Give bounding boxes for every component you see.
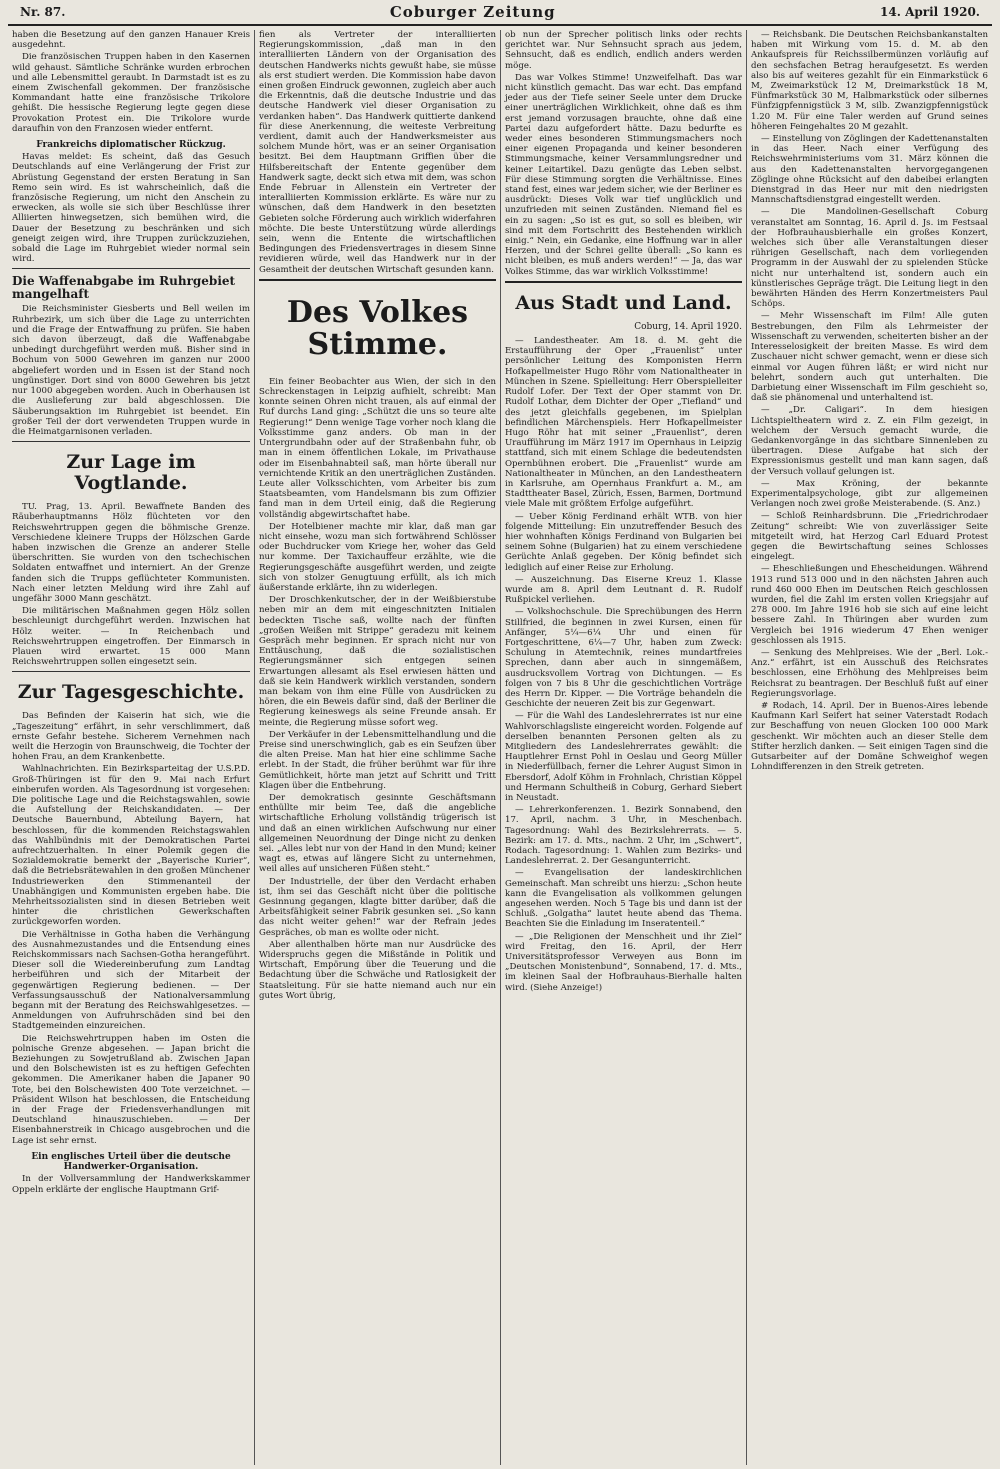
column-1 (8, 30, 254, 1465)
article-paragraph: haben die Besetzung auf den ganzen Hanauer Kreis ausgedehnt. (12, 30, 250, 51)
article-paragraph: — Volkshochschule. Die Sprechübungen des Herrn Stillfried, die beginnen in zwei Kursen, einen für Anfänger, 5¼—6¼ Uhr und einen für Fortgeschrittene, 6¼—7 Uhr, haben zum Zweck: Schulung in Atemtechnik, reines mundartfreies Sprechen, dann aber auch in sinngemäßem, ausdrucksvollem Vortrag von Dichtungen. — Es folgen von 7 bis 8 Uhr die geschichtlichen Vorträge des Herrn Dr. Kipper. — Die Vorträge behandeln die Geschichte der neueren Zeit bis zur Gegenwart. (505, 607, 742, 710)
headline-englisches-urteil: Ein englisches Urteil über die deutsche Handwerker-Organisation. (31, 1151, 231, 1173)
article-paragraph: # Rodach, 14. April. Der in Buenos-Aires lebende Kaufmann Karl Seifert hat seiner Vaterstadt Rodach zur Beschaffung von neuen Glocken 100 000 Mark geschenkt. Wir möchten auch an dieser Stelle dem Stifter herzlich danken. — Seit einigen Tagen sind die Gutsarbeiter auf der Domäne Schweighof wegen Lohndifferenzen in den Streik getreten. (751, 701, 988, 773)
article-paragraph: Aber allenthalben hörte man nur Ausdrücke des Widerspruchs gegen die Mißstände in Politik und Wirtschaft, Empörung über die Teuerung und die Bedachtung über die Schwäche und Ratlosigkeit der Staatsleitung. Für sie hatte niemand auch nur ein gutes Wort übrig, (259, 939, 496, 1001)
article-paragraph: Der Industrielle, der über den Verdacht erhaben ist, ihm sei das Geschäft nicht über die politische Gesinnung gegangen, klagte bitter darüber, daß die Arbeitsfähigkeit seiner Fabrik gesunken sei. „So kann das nicht weiter gehen!“ war der Refrain jedes Gespräches, ob man es wollte oder nicht. (259, 876, 496, 938)
issue-date: 14. April 1920. (880, 5, 980, 19)
article-paragraph: — Ueber König Ferdinand erhält WTB. von hier folgende Mitteilung: Ein unzutreffender Besuch des hier wohnhaften Königs Ferdinand von Bulgarien bei seinem Sohne (Bulgarien) hat zu einem verschiedene Gerüchte Anlaß gegeben. Der König befindet sich lediglich auf einer Reise zur Erholung. (505, 511, 742, 573)
article-paragraph: Die Reichswehrtruppen haben im Osten die polnische Grenze abgesehen. — Japan bricht die Beziehungen zu Sowjetrußland ab. Zwischen Japan und den Bolschewisten ist es zu heftigen Gefechten gekommen. Die Amerikaner haben die Japaner 90 Tote, bei den Bolschewisten 400 Tote verzeichnet. — Präsident Wilson hat beschlossen, die Entscheidung in der Frage der Friedensverhandlungen mit Deutschland hinauszuschieben. — Der Eisenbahnerstreik in Chicago ausgebrochen und die Lage ist sehr ernst. (12, 1033, 250, 1146)
column-2 (254, 30, 500, 1465)
article-paragraph: — Max Kröning, der bekannte Experimentalpsychologe, gibt zur allgemeinen Verlangen noch zwei große Meisterabende. (S. Anz.) (751, 478, 988, 510)
article-paragraph: Ein feiner Beobachter aus Wien, der sich in den Schreckenstagen in Leipzig aufhielt, schreibt: Man konnte seinen Ohren nicht trauen, als auf einmal der Ruf durchs Land ging: „Schützt die uns so teure alte Regierung!“ Denn wenige Tage vorher noch klang die Volksstimme ganz anders. Ob man in der Untergrundbahn oder auf der Straßenbahn fuhr, ob man in einem öffentlichen Lokale, im Privathause oder im Eisenbahnabteil saß, man hörte überall nur vernichtende Kritik an den unerträglichen Zuständen. Leute aller Volksschichten, vom Arbeiter bis zum Staatsbeamten, vom Handelsmann bis zum Offizier fand man in dem Urteil einig, daß die Regierung vollständig abgewirtschaftet habe. (259, 376, 496, 520)
article-paragraph: — „Dr. Caligari“. In dem hiesigen Lichtspieltheatern wird z. Z. ein Film gezeigt, in welchem der Versuch gemacht wurde, die Gedankenvorgänge in das sichtbare Sinnenleben zu übertragen. Diese Aufgabe hat sich der Expressionismus gestellt und man kann sagen, daß der Versuch vollauf gelungen ist. (751, 405, 988, 477)
article-paragraph: Der Droschkenkutscher, der in der Weißbierstube neben mir an dem mit eingeschnitzten Initialen bedeckten Tische saß, wollte nach der fünften „großen Weißen mit Strippe“ geradezu mit keinem Gespräch mehr beginnen. Er sprach nicht nur von Enttäuschung, daß die sozialistischen Regierungsmänner sich entgegen seinen Erwartungen allesamt als Esel erwiesen hätten und daß sie kein Handwerk wirklich verstanden, sondern man bekam von ihm eine Fülle von Ausdrücken zu hören, die ein Beweis dafür sind, daß der Berliner die Regierung keineswegs als seine Freunde ansah. Er meinte, die Regierung müsse sofort weg. (259, 595, 496, 728)
article-paragraph: Die Verhältnisse in Gotha haben die Verhängung des Ausnahmezustandes und die Entsendung eines Reichskommissars nach Sachsen-Gotha herangeführt. Dieser soll die Wiedereinberufung zum Landtag herbeiführen und sich der Mitarbeit der gegenwärtigen Regierung bedienen. — Der Verfassungsausschuß der Nationalversammlung begann mit der Beratung des Reichswahlgesetzes. — Anmeldungen von Aufruhrschäden sind bei den Stadtgemeinden einzureichen. (12, 929, 250, 1032)
masthead (8, 0, 992, 26)
article-paragraph: Der Verkäufer in der Lebensmittelhandlung und die Preise sind unerschwinglich, gab es ein Seufzen über die alten Preise. Man hat hier eine schlimme Sache erlebt. In der Stadt, die früher berühmt war für ihre Gemütlichkeit, hörte man jetzt auf Schritt und Tritt Klagen über die Entbehrung. (259, 729, 496, 791)
headline-tagesgeschichte: Zur Tagesgeschichte. (17, 681, 245, 704)
article-paragraph: — Für die Wahl des Landeslehrerrates ist nur eine Wahlvorschlagsliste eingereicht worden. Folgende auf derselben benannten Personen gelten als zu Mitgliedern des Landeslehrerrates gewählt: die Hauptlehrer Ernst Pohl in Oeslau und Georg Müller in Niederfüllbach, ferner die Lehrer August Simon in Ebersdorf, Adolf Köhm in Frohnlach, Christian Köppel und Hermann Schultheiß in Coburg, Gerhard Siebert in Neustadt. (505, 711, 742, 804)
article-paragraph: Die Reichsminister Giesberts und Bell weilen im Ruhrbezirk, um sich über die Lage zu unterrichten und die Frage der Entwaffnung zu prüfen. Sie haben sich davon überzeugt, daß die Waffenabgabe unbedingt durchgeführt werden muß. Bisher sind in Bochum von 5000 Gewehren im ganzen nur 2000 abgeliefert worden und in Essen ist der Stand noch ungünstiger. Dort sind von 8000 Gewehren bis jetzt nur 1000 abgegeben worden. Auch in Oberhausen ist die Auslieferung zur bald abgeschlossen. Die Säuberungsaktion im Ruhrgebiet ist beendet. Ein großer Teil der dort verwendeten Truppen wurde in die Heimatgarnisonen verladen. (12, 304, 250, 437)
text-columns (8, 30, 992, 1465)
issue-number: Nr. 87. (20, 5, 66, 19)
article-paragraph: — Lehrerkonferenzen. 1. Bezirk Sonnabend, den 17. April, nachm. 3 Uhr, in Meschenbach. Tagesordnung: Wahl des Bezirkslehrerrats. — 5. Bezirk: am 17. d. Mts., nachm. 2 Uhr, im „Schwert“, Rodach. Tagesordnung: 1. Wahlen zum Bezirks- und Landeslehrerrat. 2. Der Gesangunterricht. (505, 805, 742, 867)
column-3 (500, 30, 746, 1465)
divider (12, 268, 250, 269)
article-paragraph: Der Hotelbiener machte mir klar, daß man gar nicht einsehe, wozu man sich fortwährend Schlösser oder Buchdrucker vom Kriege her, woher das Geld nur komme. Der Taxichauffeur erzählte, wie die Regierungsgeschäfte ausgeführt werden, und zeigte sich von stolzer Genugtuung erfüllt, als ich mich äußerstande erklärte, ihn zu widerlegen. (259, 521, 496, 593)
divider (259, 279, 496, 281)
article-paragraph: Wahlnachrichten. Ein Bezirksparteitag der U.S.P.D. Groß-Thüringen ist für den 9. Mai nach Erfurt einberufen worden. Als Tagesordnung ist vorgesehen: Die politische Lage und die Reichstagswahlen, sowie die Aufstellung der Reichskandidaten. — Der Deutsche Bauernbund, Abteilung Bayern, hat beschlossen, für die kommenden Reichstagswahlen das Wahlbündnis mit der Demokratischen Partei aufrechtzuerhalten. In einer Polemik gegen die Sozialdemokratie bemerkt der „Bayerische Kurier“, daß die Betriebsrätewahlen in den großen Münchener Industriewerken den Stimmenanteil der Unabhängigen und Kommunisten ergeben habe. Die Mehrheitssozialisten sind in diesen Betrieben weit hinter die christlichen Gewerkschaften zurückgeworfen worden. (12, 764, 250, 928)
article-paragraph: In der Vollversammlung der Handwerkskammer Oppeln erklärte der englische Hauptmann Grif- (12, 1174, 250, 1195)
article-paragraph: — Einstellung von Zöglingen der Kadettenanstalten in das Heer. Nach einer Verfügung des Reichswehrministeriums vom 31. März können die aus den Kadettenanstalten hervorgegangenen Zöglinge ohne Rücksicht auf den dabeibei erlangten Dienstgrad in das Heer nur mit den niedrigsten Mannschaftsdienstgrad eingestellt werden. (751, 134, 988, 206)
article-paragraph: — Mehr Wissenschaft im Film! Alle guten Bestrebungen, den Film als Lehrmeister der Wissenschaft zu verwenden, scheiterten bisher an der Interesselosigkeit der breiten Masse. Es wird dem Zuschauer nicht schwer gemacht, wenn er diese sich einmal vor Augen führen läßt; er wird nicht nur belehrt, sondern auch gut unterhalten. Die Darbietung einer Wissenschaft im Film geschieht so, daß sie phänomenal und unterhaltend ist. (751, 311, 988, 404)
article-paragraph: — Reichsbank. Die Deutschen Reichsbankanstalten haben mit Wirkung vom 15. d. M. ab den Ankaufspreis für Reichssilbermünzen vorläufig auf den sechsfachen Betrag heraufgesetzt. Es werden also bis auf weiteres gezahlt für ein Einmarkstück 6 M, Zweimarkstück 12 M, Dreimarkstück 18 M, Fünfmarkstück 30 M, Halbmarkstück oder silbernes Fünfzigpfennigstück 3 M, silb. Zwanzigpfennigstück 1.20 M. Für eine Taler werden auf Grund seines höheren Feingehaltes 20 M gezahlt. (751, 30, 988, 132)
article-paragraph: — Schloß Reinhardsbrunn. Die „Friedrichrodaer Zeitung“ schreibt: Wie von zuverlässiger Seite mitgeteilt wird, hat Herzog Carl Eduard Protest gegen die Bewirtschaftung seines Schlosses eingelegt. (751, 511, 988, 563)
headline-waffenabgabe: Die Waffenabgabe im Ruhrgebiet mangelhaft (12, 274, 236, 302)
article-paragraph: — Die Mandolinen-Gesellschaft Coburg veranstaltet am Sonntag, 16. April d. Js. im Festsaal der Hofbrauhausbierhalle ein großes Konzert, welches sich über alle Veranstaltungen dieser rührigen Gesellschaft, nach dem vorliegenden Programm in der Auswahl der zu spielenden Stücke nicht nur unterhaltend ist, sondern auch ein künstlerisches Gepräge trägt. Die Leitung liegt in den bewährten Händen des Herrn Konzertmeisters Paul Schöps. (751, 207, 988, 310)
divider (12, 441, 250, 442)
article-paragraph: Die französischen Truppen haben in den Kasernen wild gehaust. Sämtliche Schränke wurden erbrochen und alle Lebensmittel geraubt. In Darmstadt ist es zu einem Zwischenfall gekommen. Der französische Kommandant hatte eine französische Trikolore gehißt. Die hessische Regierung legte gegen diese Provokation Protest ein. Die Trikolore wurde daraufhin von den Franzosen wieder entfernt. (12, 52, 250, 134)
article-paragraph: — „Die Religionen der Menschheit und ihr Ziel“ wird Freitag, den 16. April, der Herr Universitätsprofessor Verweyen aus Bonn im „Deutschen Monistenbund“, Sonnabend, 17. d. Mts., im kleinen Saal der Hofbrauhaus-Bierhalle halten wird. (Siehe Anzeige!) (505, 931, 742, 993)
headline-frankreich: Frankreichs diplomatischer Rückzug. (36, 140, 226, 151)
newspaper-title: Coburger Zeitung (389, 3, 556, 21)
article-paragraph: fien als Vertreter der interalliierten Regierungskommission, „daß man in den interalliierten Ländern von der Organisation des deutschen Handwerks nichts gewußt habe, sie müsse als erst studiert werden. Die Kommission habe davon einen großen Eindruck gewonnen, zugleich aber auch die Erkenntnis, daß die deutsche Industrie und das deutsche Handwerk viel dieser Organisation zu verdanken haben“. Das Handwerk quittierte dankend für diese Anerkennung, die weiteste Verbreitung verdient, damit auch der Handwerksmeister aus solchem Munde hört, was er an seiner Organisation besitzt. Bei dem Hauptmann Griffien über die Hilfsbereitschaft der Entente gegenüber dem Handwerk sagte, deckt sich etwa mit dem, was schon Ende Februar in Allenstein ein Vertreter der interalliierten Kommission erklärte. Es wäre nur zu wünschen, daß dem Handwerk in den besetzten Gebieten solche Förderung auch wirklich widerfahren möchte. Die beste Unterstützung würde allerdings sein, wenn die Entente die wirtschaftlichen Bedingungen des Friedensvertrages in diesem Sinne revidieren würde, weil das Handwerk nur in der Gesamtheit der deutschen Wirtschaft gesunden kann. (259, 30, 496, 275)
article-paragraph: Das war Volkes Stimme! Unzweifelhaft. Das war nicht künstlich gemacht. Das war echt. Das empfand jeder aus der Tiefe seiner Seele unter dem Drucke einer unerträglichen Wirklichkeit, ohne daß es ihm erst jemand vorzusagen brauchte, ohne daß eine Partei dazu aufgefordert hätte. Dazu bedurfte es weder eines besonderen Stimmungsmachers noch einer eigenen Propaganda und keiner besonderen Stimmungsmache, keiner Versammlungsredner und keiner Leitartikel. Dazu genügte das Leben selbst. Für diese Stimmung sorgten die Verhältnisse. Eines stand fest, eines war jedem sicher, wie der Berliner es ausdrückt: Dieses Volk war tief unglücklich und unzufrieden mit seinen Zuständen. Niemand fiel es ein zu sagen: „So ist es gut, so soll es bleiben, wir sind mit dem Fortschritt des Bestehenden wirklich einig.“ Nein, ein Gedanke, eine Hoffnung war in aller Herzen, und der Schrei gellte überall: „So kann es nicht bleiben, es muß anders werden!“ — Ja, das war Volkes Stimme, das war wirklich Volksstimme! (505, 72, 743, 277)
article-paragraph: Havas meldet: Es scheint, daß das Gesuch Deutschlands auf eine Verlängerung der Frist zur Abrüstung Gegenstand der ersten Beratung in San Remo sein wird. Es ist wahrscheinlich, daß die französische Regierung, um nicht den Anschein zu erwecken, als wolle sie sich über Beschlüsse ihrer Alliierten hinwegsetzen, sich bemühen wird, die Dauer der Besetzung zu beschränken und sich geneigt zeigen wird, ihre Truppen zurückzuziehen, sobald die Lage im Ruhrgebiet wieder normal sein wird. (12, 152, 250, 265)
headline-volkes-stimme: Des Volkes Stimme. (286, 294, 469, 362)
article-paragraph: — Eheschließungen und Ehescheidungen. Während 1913 rund 513 000 und in den nächsten Jahren auch rund 460 000 Ehen im Deutschen Reich geschlossen wurden, fiel die Zahl im ersten vollen Kriegsjahr auf 278 000. Im Jahre 1916 hob sie sich auf eine leicht bessere Zahl. In Thüringen aber wurden zum Vergleich bei 1916 wiederum 47 Ehen weniger geschlossen als 1915. (751, 564, 988, 646)
divider (12, 671, 250, 672)
article-paragraph: — Senkung des Mehlpreises. Wie der „Berl. Lok.-Anz.“ erfährt, ist ein Ausschuß des Reichsrates beschlossen, eine Erhöhung des Mehlpreises beim Reichsrat zu beantragen. Der Beschluß fußt auf einer Regierungsvorlage. (751, 647, 988, 699)
column-4 (746, 30, 992, 1465)
article-paragraph: Die militärischen Maßnahmen gegen Hölz sollen beschleunigt durchgeführt werden. Inzwischen hat Hölz weiter. — In Reichenbach und Reichswehrtruppen eingetroffen. Der Einmarsch in Plauen wird erwartet. 15 000 Mann Reichswehrtruppen sollen eingesetzt sein. (12, 606, 250, 668)
article-paragraph: Der demokratisch gesinnte Geschäftsmann enthüllte mir beim Tee, daß die angebliche wirtschaftliche Erholung vollständig trügerisch ist und daß an einen wirklichen Aufschwung nur einer allgemeinen Neuordnung der Dinge nicht zu denken sei. „Alles lebt nur von der Hand in den Mund; keiner wagt es, etwas auf längere Sicht zu unternehmen, weil alles auf unsicheren Füßen steht.“ (259, 793, 496, 875)
article-paragraph: — Auszeichnung. Das Eiserne Kreuz 1. Klasse wurde am 8. April dem Leutnant d. R. Rudolf Rußpickel verliehen. (505, 574, 742, 606)
article-paragraph: — Evangelisation der landeskirchlichen Gemeinschaft. Man schreibt uns hierzu: „Schon heute kann die Evangelisation als vollkommen gelungen angesehen werden. Noch 5 Tage bis und dann ist der Schluß. „Golgatha“ lautet heute abend das Thema. Beachten Sie die Einladung im Inseratenteil.“ (505, 868, 742, 930)
article-paragraph: ob nun der Sprecher politisch links oder rechts gerichtet war. Nur Sehnsucht sprach aus jedem, Sehnsucht, daß es endlich, endlich anders werden möge. (505, 30, 742, 71)
article-paragraph: Das Befinden der Kaiserin hat sich, wie die „Tageszeitung“ erfährt, in sehr verschlimmert, daß ernste Gefahr bestehe. Sicherem Vernehmen nach weilt die Herzogin von Braunschweig, die Tochter der hohen Frau, an dem Krankenbette. (12, 711, 250, 763)
headline-stadt-und-land: Aus Stadt und Land. (515, 291, 732, 314)
headline-vogtland: Zur Lage im Vogtlande. (66, 451, 196, 495)
article-paragraph: — Landestheater. Am 18. d. M. geht die Erstaufführung der Oper „Frauenlist“ unter persönlicher Leitung des Komponisten Herrn Hofkapellmeister Hugo Röhr vom Nationaltheater in München in Szene. Spielleitung: Herr Oberspielleiter Rudolf Lofer. Der Text der Oper stammt von Dr. Rudolf Lothar, dem Dichter der Oper „Tiefland“ und des jetzt gleichfalls gegebenen, im Spielplan befindlichen Märchenspiels. Herr Hofkapellmeister Hugo Röhr hat mit seiner „Frauenlist“, deren Uraufführung im März 1917 im Opernhaus in Leipzig stattfand, sich mit einem Schlage die bedeutendsten Opernbühnen erobert. Die „Frauenlist“ wurde am Nationaltheater in München, an den Landestheatern in Karlsruhe, am Opernhaus Frankfurt a. M., am Stadttheater Basel, Zürich, Essen, Barmen, Dortmund viele Male mit größtem Erfolge aufgeführt. (505, 336, 742, 510)
article-paragraph: TU. Prag, 13. April. Bewaffnete Banden des Räuberhauptmanns Hölz flüchteten vor den Reichswehrtruppen gegen die böhmische Grenze. Verschiedene kleinere Trupps der Hölzschen Garde haben inzwischen die Grenze an anderer Stelle überschritten. Sie wurden von den tschechischen Soldaten entwaffnet und interniert. An der Grenze fanden sich die Trupps geflüchteter Kommunisten. Nach einer letzten Meldung wird ihre Zahl auf ungefähr 3000 Mann geschätzt. (12, 502, 250, 604)
dateline: Coburg, 14. April 1920. (634, 321, 742, 332)
divider (505, 281, 742, 283)
